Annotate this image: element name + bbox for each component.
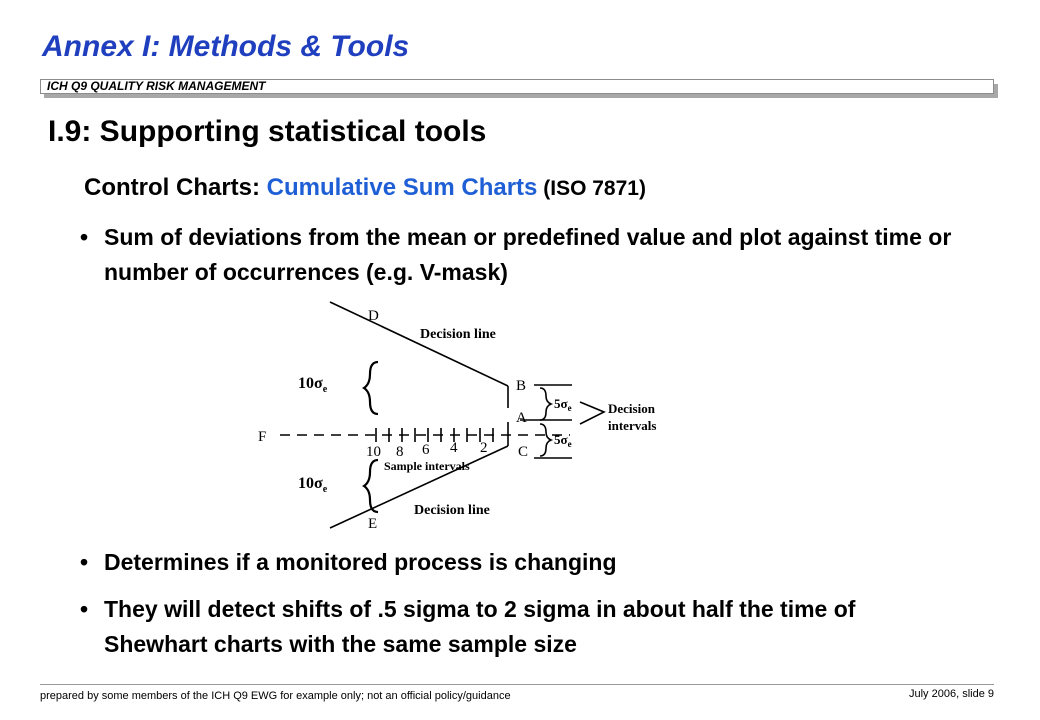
- slide-title: I.9: Supporting statistical tools: [48, 115, 487, 148]
- tick-label: 6: [422, 442, 430, 458]
- ten-sigma-bottom-sub: e: [322, 484, 328, 495]
- bullet-dot: •: [80, 224, 89, 250]
- bullet-text: Sum of deviations from the mean or predefined value and plot against time or number of occurrences (e.g. V-mask): [104, 224, 952, 285]
- five-sigma-bottom-sub: e: [567, 439, 572, 449]
- label-a: A: [516, 410, 527, 426]
- footer-slide-info: July 2006, slide 9: [909, 688, 994, 700]
- label-b: B: [516, 378, 527, 394]
- bullet-item: [80, 220, 980, 292]
- bullet-text: Determines if a monitored process is changing: [104, 549, 617, 575]
- decision-intervals-arrow: [580, 402, 604, 424]
- subtitle-accent: Cumulative Sum Charts: [266, 174, 538, 201]
- five-sigma-top-sub: e: [567, 403, 572, 413]
- bullet-dot: •: [80, 596, 89, 622]
- bullet-text: They will detect shifts of .5 sigma to 2 sigma in about half the time of Shewhart charts with the same sample size: [104, 596, 856, 657]
- subtitle-suffix: (ISO 7871): [537, 177, 646, 200]
- bullet-dot: •: [80, 549, 89, 575]
- five-sigma-bottom-text: 5σ: [554, 432, 568, 447]
- brace-five-sigma-lower: [540, 424, 551, 456]
- decision-intervals-label-1: Decision: [608, 401, 655, 416]
- slide-subtitle: [84, 174, 646, 202]
- tick-label: 10: [366, 444, 381, 460]
- tick-label: 4: [450, 440, 458, 456]
- sample-intervals-label: Sample intervals: [384, 459, 470, 473]
- five-sigma-top-text: 5σ: [554, 396, 568, 411]
- subtitle-prefix: Control Charts:: [84, 174, 267, 201]
- label-d: D: [368, 308, 379, 324]
- ten-sigma-top-label: [298, 375, 328, 395]
- decision-line-upper: [330, 302, 508, 386]
- footer-disclaimer: prepared by some members of the ICH Q9 EWG for example only; not an official policy/guidance: [40, 690, 511, 702]
- ten-sigma-top-sub: e: [322, 384, 328, 395]
- header-title: Annex I: Methods & Tools: [42, 30, 410, 63]
- label-e: E: [368, 516, 378, 532]
- label-c: C: [518, 444, 529, 460]
- brace-ten-sigma-lower: [364, 460, 378, 512]
- footer-divider: [40, 684, 994, 685]
- decision-line-top-label: Decision line: [420, 327, 496, 342]
- ten-sigma-bottom-label: [298, 475, 328, 495]
- ten-sigma-top-text: 10σ: [298, 375, 323, 392]
- brace-five-sigma-upper: [540, 388, 551, 420]
- decision-line-bottom-label: Decision line: [414, 503, 490, 518]
- bullet-item: [80, 592, 980, 664]
- decision-intervals-label-2: intervals: [608, 418, 657, 433]
- brace-ten-sigma-upper: [364, 362, 378, 414]
- five-sigma-top-label: [554, 396, 572, 413]
- label-f: F: [258, 429, 267, 445]
- ten-sigma-bottom-text: 10σ: [298, 475, 323, 492]
- header-banner: ICH Q9 QUALITY RISK MANAGEMENT: [40, 79, 994, 94]
- tick-label: 8: [396, 444, 404, 460]
- bullet-item: [80, 545, 980, 581]
- tick-label: 2: [480, 440, 488, 456]
- cusum-v-mask-diagram: [250, 296, 680, 536]
- five-sigma-bottom-label: [554, 432, 572, 449]
